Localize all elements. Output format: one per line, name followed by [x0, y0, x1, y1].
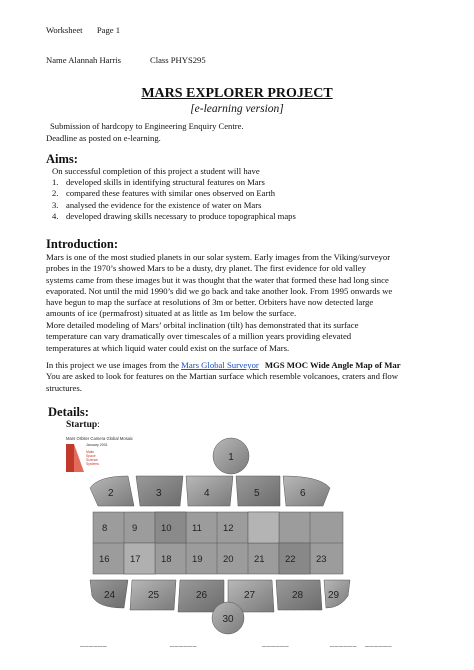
map-tile-label: 18	[161, 554, 172, 565]
mosaic-svg	[58, 436, 392, 636]
text-line: structures.	[46, 382, 82, 393]
map-row-1	[90, 476, 330, 506]
map-tile-label: 12	[223, 523, 234, 534]
text-line: have begun to map the surface at resolutions of 3m or better. Orbiters have now detected large	[46, 297, 374, 308]
text-line: temperature can vary dramatically over timescales of a million years providing elevated	[46, 331, 352, 342]
introduction-paragraph-3	[46, 360, 429, 394]
class-info	[150, 55, 206, 65]
map-tile-label: 9	[132, 523, 138, 534]
map-tile-label: 11	[192, 523, 202, 534]
mars-global-surveyor-link[interactable]: Mars Global Surveyor	[181, 360, 259, 370]
map-tile-label: 4	[204, 488, 210, 499]
text-line	[46, 360, 429, 371]
startup-label	[66, 420, 100, 430]
text-line: temperatures at which liquid water could exist on the surface of Mars.	[46, 342, 290, 353]
startup-colon: :	[97, 420, 100, 430]
text-line: You are asked to look for features on the Martian surface which resemble volcanoes, craters and flow	[46, 371, 399, 382]
map-title-line-2: January 2001	[86, 443, 108, 447]
map-tile-label: 16	[99, 554, 110, 565]
aims-item-number: 3.	[52, 199, 59, 210]
introduction-heading: Introduction:	[46, 237, 119, 251]
answer-blank-line: ______	[330, 639, 357, 648]
msss-logo	[66, 436, 133, 472]
text-line: More detailed modeling of Mars’ orbital inclination (tilt) has demonstrated that its surface	[46, 320, 359, 330]
map-tile-label: 3	[156, 488, 162, 499]
map-tile-label: 8	[102, 523, 108, 534]
map-tile-label: 20	[223, 554, 234, 565]
class-value: PHYS295	[170, 55, 206, 65]
worksheet-header	[46, 25, 120, 35]
aims-list-item	[52, 211, 296, 222]
aims-list-item	[52, 177, 296, 188]
aims-list	[52, 177, 296, 223]
aims-heading: Aims:	[46, 152, 78, 166]
mgs-map-title: MGS MOC Wide Angle Map of Mar	[264, 360, 401, 370]
map-tile[interactable]	[248, 512, 279, 543]
aims-item-number: 4.	[52, 211, 59, 222]
introduction-paragraph-1	[46, 252, 429, 320]
map-tile-label: 5	[254, 488, 260, 499]
map-tile-label: 6	[300, 488, 306, 499]
map-tile-label: 27	[244, 590, 256, 601]
map-tile-label: 2	[108, 488, 114, 499]
answer-blank-line: ______	[80, 639, 107, 648]
text-line: amounts of ice (permafrost) situated at as little as 1m below the surface.	[46, 308, 297, 319]
name-value: Alannah Harris	[68, 55, 121, 65]
answer-blank-line: ______	[365, 639, 392, 648]
text-line: systems came from these images but it was thought that the water that formed these had long since	[46, 274, 389, 285]
map-tile-label: 24	[104, 590, 116, 601]
page-title: MARS EXPLORER PROJECT	[141, 86, 333, 101]
details-heading: Details:	[48, 405, 89, 419]
logo-red-triangle	[74, 444, 84, 472]
map-tile-label: 21	[254, 554, 265, 565]
class-label: Class	[150, 55, 169, 65]
aims-item-text: developed drawing skills necessary to produce topographical maps	[66, 211, 296, 222]
answer-blank-line: ______	[262, 639, 289, 648]
map-tile-label: 10	[161, 523, 172, 534]
deadline-line: Deadline as posted on e-learning.	[46, 133, 161, 143]
map-tile-label: 30	[222, 614, 234, 625]
map-tile-label: 19	[192, 554, 203, 565]
mars-mosaic-map	[58, 436, 392, 636]
introduction-paragraph-2	[46, 320, 429, 354]
text-line: probes in the 1970’s showed Mars to be a dusty, dry planet. The first evidence for old valley	[46, 263, 366, 274]
logo-red-bar	[66, 444, 74, 472]
aims-list-item	[52, 188, 296, 199]
page-subtitle: [e-learning version]	[190, 103, 284, 115]
text-line: evaporated. Not until the mid 1990’s did we go back and take another look. From 1995 onwards we	[46, 285, 393, 296]
aims-intro: On successful completion of this project a student will have	[52, 166, 260, 176]
aims-item-number: 1.	[52, 177, 59, 187]
worksheet-label: Worksheet	[46, 25, 83, 35]
aims-item-text: analysed the evidence for the existence of water on Mars	[66, 199, 262, 210]
page-number: Page 1	[96, 25, 121, 35]
aims-item-text: developed skills in identifying structural features on Mars	[66, 177, 265, 187]
student-info	[46, 55, 121, 65]
map-tile-label: 22	[285, 554, 296, 565]
logo-text-line: Space	[86, 454, 96, 458]
map-tile-label: 26	[196, 590, 208, 601]
map-tile-label: 1	[228, 452, 234, 463]
text-segment: In this project we use images from the	[46, 360, 182, 370]
aims-list-item	[52, 200, 296, 211]
map-title-line-1: Mars Orbiter Camera Global Mosaic	[66, 436, 134, 441]
map-tile-label: 29	[328, 590, 340, 601]
name-label: Name	[46, 55, 67, 65]
startup-text: Startup	[66, 420, 98, 430]
aims-item-text: compared these features with similar ones observed on Earth	[66, 188, 276, 199]
map-tile-label: 25	[148, 590, 160, 601]
map-tile-label: 17	[130, 554, 141, 565]
map-tile-label: 23	[316, 554, 327, 565]
submission-line: Submission of hardcopy to Engineering Enquiry Centre.	[50, 121, 244, 131]
map-tile[interactable]	[283, 476, 330, 506]
logo-text-line: Malin	[86, 450, 95, 454]
map-tile-label: 28	[292, 590, 304, 601]
aims-item-number: 2.	[52, 188, 59, 199]
logo-text-line: Systems	[86, 462, 99, 466]
answer-blank-line: ______	[170, 639, 197, 648]
text-line: Mars is one of the most studied planets in our solar system. Early images from the Viking/surveyor	[46, 252, 391, 262]
logo-text-line: Science	[86, 458, 99, 462]
